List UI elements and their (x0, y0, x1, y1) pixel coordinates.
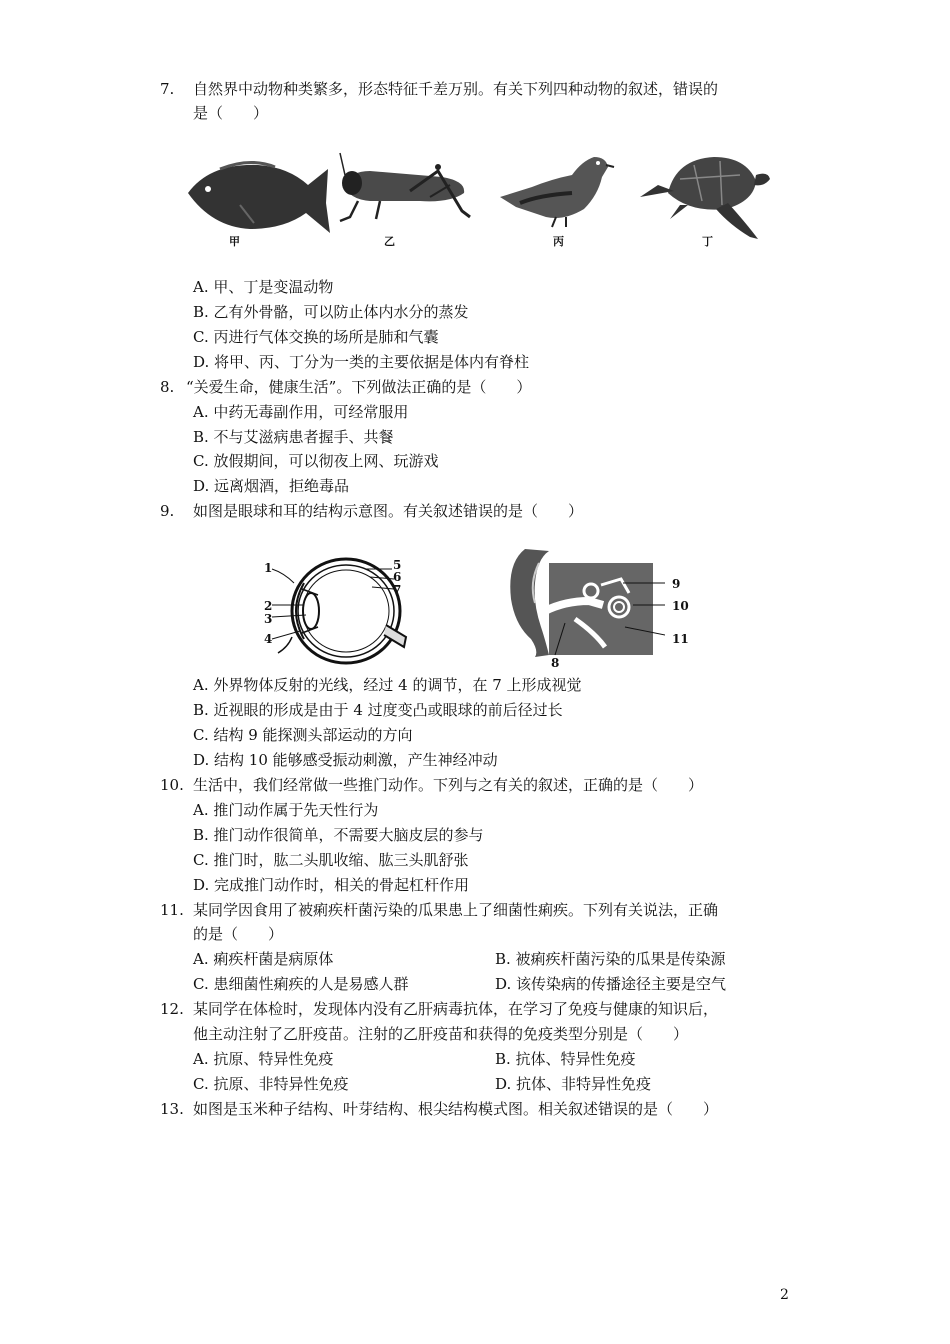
q8-number: 8. (160, 378, 175, 396)
grasshopper-image (340, 153, 470, 221)
q10-option-d: D. 完成推门动作时，相关的骨起杠杆作用 (193, 876, 470, 894)
q8-option-b: B. 不与艾滋病患者握手、共餐 (193, 428, 394, 446)
q7-stem-continued: 是（ ） (193, 104, 269, 122)
q12-stem-continued: 他主动注射了乙肝疫苗。注射的乙肝疫苗和获得的免疫类型分别是（ ） (193, 1025, 689, 1043)
q10-option-a: A. 推门动作属于先天性行为 (193, 801, 379, 819)
eye-label-7: 7 (393, 583, 402, 597)
q10-option-c: C. 推门时，肱二头肌收缩、肱三头肌舒张 (193, 851, 469, 869)
page-number: 2 (780, 1287, 789, 1303)
q11-number: 11. (160, 901, 184, 919)
pigeon-image (500, 157, 614, 227)
q13-number: 13. (160, 1100, 184, 1118)
q8-stem: “关爱生命，健康生活”。下列做法正确的是（ ） (186, 378, 532, 396)
ear-label-8: 8 (551, 656, 560, 670)
eye-label-3: 3 (264, 612, 273, 626)
q12-number: 12. (160, 1000, 184, 1018)
q12-option-b: B. 抗体、特异性免疫 (495, 1050, 636, 1068)
q10-number: 10. (160, 776, 184, 794)
q13-stem: 如图是玉米种子结构、叶芽结构、根尖结构模式图。相关叙述错误的是（ ） (193, 1100, 719, 1118)
eye-label-4: 4 (264, 632, 273, 646)
q12-option-c: C. 抗原、非特异性免疫 (193, 1075, 349, 1093)
q10-option-b: B. 推门动作很简单，不需要大脑皮层的参与 (193, 826, 484, 844)
animal-label-ding: 丁 (702, 235, 713, 248)
q10-stem: 生活中，我们经常做一些推门动作。下列与之有关的叙述，正确的是（ ） (193, 776, 704, 794)
q12-option-d: D. 抗体、非特异性免疫 (495, 1075, 652, 1093)
q9-stem: 如图是眼球和耳的结构示意图。有关叙述错误的是（ ） (193, 502, 584, 520)
q11-option-d: D. 该传染病的传播途径主要是空气 (495, 975, 727, 993)
q9-option-d: D. 结构 10 能够感受振动刺激，产生神经冲动 (193, 751, 498, 769)
q11-stem-continued: 的是（ ） (193, 925, 284, 943)
q9-option-c: C. 结构 9 能探测头部运动的方向 (193, 726, 413, 744)
ear-label-10: 10 (672, 599, 689, 613)
ear-diagram (505, 543, 665, 658)
q9-option-b: B. 近视眼的形成是由于 4 过度变凸或眼球的前后径过长 (193, 701, 563, 719)
q11-option-b: B. 被痢疾杆菌污染的瓜果是传染源 (495, 950, 726, 968)
q9-number: 9. (160, 502, 175, 520)
q8-option-a: A. 中药无毒副作用，可经常服用 (193, 403, 409, 421)
q11-option-a: A. 痢疾杆菌是病原体 (193, 950, 334, 968)
q11-stem: 某同学因食用了被痢疾杆菌污染的瓜果患上了细菌性痢疾。下列有关说法，正确 (193, 901, 719, 919)
q9-option-a: A. 外界物体反射的光线，经过 4 的调节，在 7 上形成视觉 (193, 676, 582, 694)
ear-label-9: 9 (672, 577, 681, 591)
q12-stem: 某同学在体检时，发现体内没有乙肝病毒抗体，在学习了免疫与健康的知识后， (193, 1000, 719, 1018)
eye-label-2: 2 (264, 599, 273, 613)
eye-label-5: 5 (393, 558, 402, 572)
q11-option-c: C. 患细菌性痢疾的人是易感人群 (193, 975, 409, 993)
q7-option-d: D. 将甲、丙、丁分为一类的主要依据是体内有脊柱 (193, 353, 530, 371)
q7-number: 7. (160, 80, 175, 98)
q7-option-b: B. 乙有外骨骼，可以防止体内水分的蒸发 (193, 303, 469, 321)
q7-option-c: C. 丙进行气体交换的场所是肺和气囊 (193, 328, 439, 346)
fish-image (188, 162, 330, 233)
q8-option-c: C. 放假期间，可以彻夜上网、玩游戏 (193, 452, 439, 470)
eye-label-1: 1 (264, 561, 273, 575)
ear-label-11: 11 (672, 632, 689, 646)
animal-label-bing: 丙 (553, 235, 564, 248)
q7-option-a: A. 甲、丁是变温动物 (193, 278, 334, 296)
animal-label-yi: 乙 (384, 235, 395, 248)
eye-diagram (258, 555, 408, 670)
animals-figure (180, 145, 780, 255)
q8-option-d: D. 远离烟酒，拒绝毒品 (193, 477, 350, 495)
q12-option-a: A. 抗原、特异性免疫 (193, 1050, 334, 1068)
turtle-image (640, 157, 770, 239)
q7-stem: 自然界中动物种类繁多，形态特征千差万别。有关下列四种动物的叙述，错误的 (193, 80, 719, 98)
animal-label-jia: 甲 (229, 235, 240, 248)
eye-label-6: 6 (393, 570, 402, 584)
